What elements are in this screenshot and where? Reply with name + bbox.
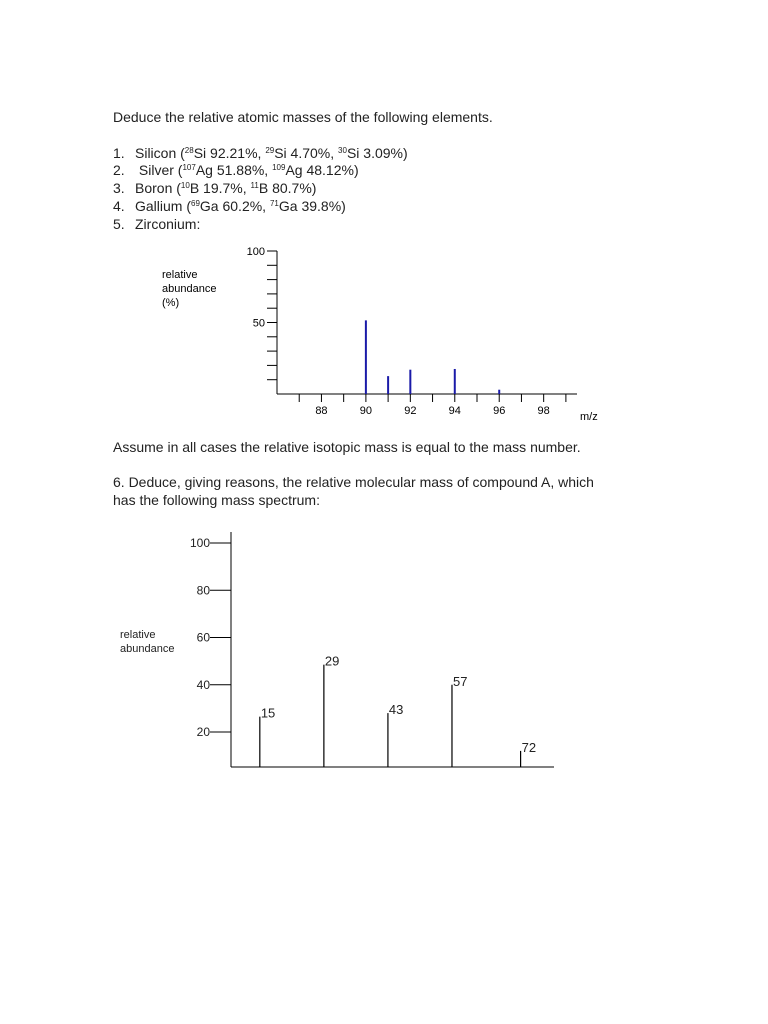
list-text-segment: Ga 39.8%) <box>278 198 346 214</box>
list-number: 5. <box>113 216 125 232</box>
list-text-segment: Silver ( <box>135 162 183 178</box>
list-number: 4. <box>113 198 125 214</box>
list-number: 2. <box>113 162 125 178</box>
list-text-segment: Ag 48.12%) <box>285 162 359 178</box>
peak-label: 57 <box>452 673 468 689</box>
y-axis-label: abundance <box>120 643 175 655</box>
x-tick-label: 94 <box>448 405 461 417</box>
mass-number-superscript: 10 <box>180 181 190 190</box>
y-axis-label: relative <box>120 629 156 641</box>
mass-number-superscript: 71 <box>269 199 279 208</box>
list-text-segment: Si 3.09%) <box>346 145 408 161</box>
question-6-line-2: has the following mass spectrum: <box>113 492 320 508</box>
x-tick-label: 96 <box>493 405 506 417</box>
mass-number-superscript: 11 <box>250 181 259 190</box>
x-axis-label: m/z <box>580 411 598 423</box>
peak-label: 72 <box>521 739 537 755</box>
x-tick-label: 90 <box>359 405 373 417</box>
y-axis-label: relative <box>162 269 198 281</box>
mass-number-superscript: 69 <box>191 199 200 208</box>
mass-number-superscript: 107 <box>182 163 196 172</box>
list-text-segment: B 80.7%) <box>258 180 317 196</box>
y-tick-label: 80 <box>196 583 210 598</box>
y-tick-label: 20 <box>196 725 210 739</box>
list-text-segment: Silicon ( <box>135 145 185 161</box>
list-text-segment: Si 92.21%, <box>193 145 266 161</box>
peak-label: 43 <box>388 702 404 718</box>
list-text-segment: Ag 51.88%, <box>195 162 273 178</box>
list-text-segment: Ga 60.2%, <box>199 198 270 214</box>
y-axis-label: abundance <box>162 283 217 295</box>
question-6-line-1: 6. Deduce, giving reasons, the relative molecular mass of compound A, which <box>113 474 594 490</box>
assumption-text: Assume in all cases the relative isotopic mass is equal to the mass number. <box>113 439 581 455</box>
y-tick-label: 40 <box>196 677 210 692</box>
list-text-segment: Gallium ( <box>135 198 192 214</box>
mass-number-superscript: 28 <box>184 146 194 155</box>
mass-number-superscript: 30 <box>338 146 347 155</box>
y-tick-label: 60 <box>196 630 210 645</box>
intro-text: Deduce the relative atomic masses of the following elements. <box>113 109 493 125</box>
peak-label: 29 <box>324 653 340 669</box>
mass-number-superscript: 29 <box>265 146 275 155</box>
list-text-segment: Si 4.70%, <box>274 145 339 161</box>
y-tick-label: 50 <box>252 317 265 330</box>
list-text-segment: Boron ( <box>135 180 181 196</box>
y-tick-label: 100 <box>189 536 210 550</box>
x-tick-label: 92 <box>404 405 417 417</box>
list-text-segment: Zirconium: <box>135 216 201 232</box>
y-tick-label: 100 <box>246 246 265 258</box>
x-tick-label: 98 <box>537 405 550 417</box>
peak-label: 15 <box>260 705 276 721</box>
list-text-segment: B 19.7%, <box>189 180 251 196</box>
y-axis-label: (%) <box>162 297 180 309</box>
list-number: 1. <box>113 145 125 161</box>
mass-number-superscript: 109 <box>272 163 286 172</box>
x-tick-label: 88 <box>315 405 328 417</box>
list-number: 3. <box>113 180 125 196</box>
